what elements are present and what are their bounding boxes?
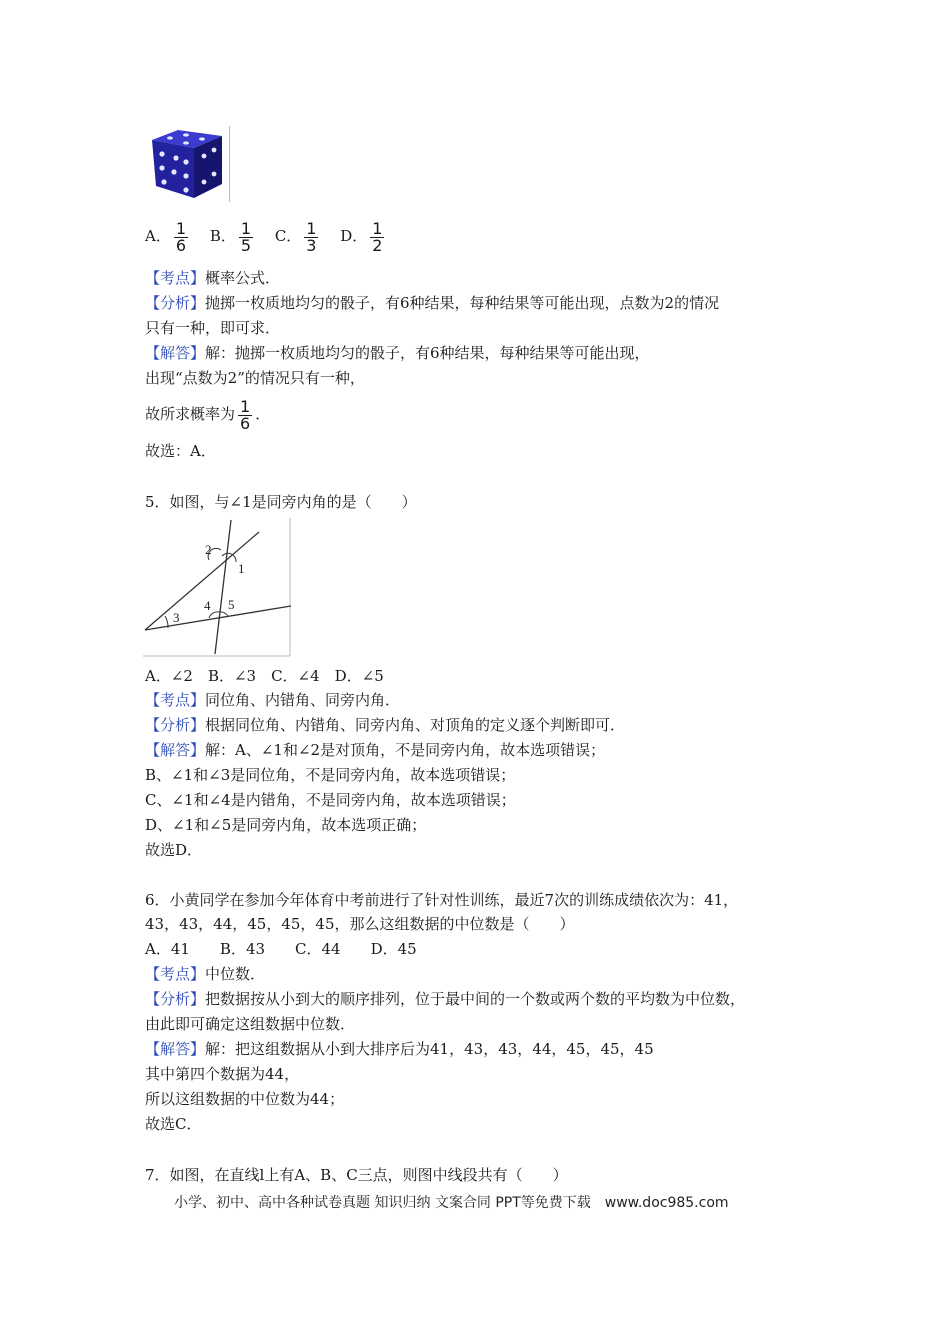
fenxi-text: 抛掷一枚质地均匀的骰子，有6种结果，每种结果等可能出现，点数为2的情况 [205,294,720,312]
angle-label-4: 4 [204,598,211,613]
page-footer: 小学、初中、高中各种试卷真题 知识归纳 文案合同 PPT等免费下载 www.doc985.com [174,1195,729,1211]
kaodian-tag: 【考点】 [145,269,206,287]
figure-border [229,126,230,202]
q5-jieda [145,740,605,760]
option-b-label: B． [209,227,236,245]
q6-answer: 故选C． [145,1115,202,1133]
q6-fenxi-line2: 由此即可确定这组数据中位数． [145,1015,356,1033]
q5-jieda-line2: B、∠1和∠3是同位角，不是同旁内角，故本选项错误； [145,766,516,784]
fenxi-tag: 【分析】 [145,294,206,312]
jieda-text: 解：把这组数据从小到大排序后为41，43，43，44，45，45，45 [205,1040,654,1058]
q4-fenxi-line2: 只有一种，即可求． [145,319,281,337]
q6-title-line2: 43，43，44，45，45，45，那么这组数据的中位数是（ ） [145,915,575,933]
kaodian-text: 中位数． [205,965,266,983]
kaodian-tag: 【考点】 [145,965,206,983]
angle-label-3: 3 [173,610,180,625]
kaodian-text: 概率公式． [205,269,281,287]
q6-jieda [145,1039,654,1059]
q4-jieda-line2: 出现“点数为2”的情况只有一种， [145,369,365,387]
angles-figure [143,518,293,658]
angle-label-2: 2 [205,542,212,557]
q4-kaodian [145,268,280,288]
q4-options [145,214,387,258]
option-a-label: A． [145,227,171,245]
option-d-label: D． [340,227,368,245]
q6-options: A．41 B．43 C．44 D．45 [145,940,417,958]
q4-jieda [145,343,650,363]
q5-answer: 故选D． [145,841,203,859]
probability-fraction: $\frac{1}{6}$ [240,396,251,433]
option-a-fraction: $\frac{1}{6}$ [175,218,187,255]
q5-options: A．∠2 B．∠3 C．∠4 D．∠5 [145,667,384,685]
q6-jieda-line3: 所以这组数据的中位数为44； [145,1090,345,1108]
q6-fenxi [145,989,745,1009]
jieda-text: 解：A、∠1和∠2是对顶角，不是同旁内角，故本选项错误； [205,741,606,759]
q5-fenxi [145,715,625,735]
option-d-fraction: $\frac{1}{2}$ [372,218,383,255]
q4-fenxi [145,293,719,313]
q6-title: 6．小黄同学在参加今年体育中考前进行了针对性训练，最近7次的训练成绩依次为：41， [145,891,739,909]
option-c-fraction: $\frac{1}{3}$ [306,218,317,255]
option-b-fraction: $\frac{1}{5}$ [240,218,252,255]
kaodian-tag: 【考点】 [145,691,206,709]
jieda-tag: 【解答】 [145,344,206,362]
jieda-tag: 【解答】 [145,1040,206,1058]
q6-kaodian [145,964,265,984]
option-c-label: C． [274,227,302,245]
kaodian-text: 同位角、内错角、同旁内角． [205,691,401,709]
fenxi-tag: 【分析】 [145,990,206,1008]
q4-jieda-line3: 故所求概率为 $\frac{1}{6}$ ． [145,396,271,433]
q7-title: 7．如图，在直线l上有A、B、C三点，则图中线段共有（ ） [145,1166,568,1184]
fenxi-tag: 【分析】 [145,716,206,734]
q5-title: 5．如图，与∠1是同旁内角的是（ ） [145,493,417,511]
q5-jieda-line4: D、∠1和∠5是同旁内角，故本选项正确； [145,816,427,834]
q6-jieda-line2: 其中第四个数据为44， [145,1065,300,1083]
q4-answer: 故选：A． [145,442,216,460]
q5-kaodian [145,690,400,710]
fenxi-text: 根据同位角、内错角、同旁内角、对顶角的定义逐个判断即可． [205,716,626,734]
jieda-text: 解：抛掷一枚质地均匀的骰子，有6种结果，每种结果等可能出现， [205,344,650,362]
angle-label-1: 1 [238,561,245,576]
jieda-tag: 【解答】 [145,741,206,759]
q5-jieda-line3: C、∠1和∠4是内错角，不是同旁内角，故本选项错误； [145,791,516,809]
angle-label-5: 5 [228,597,235,612]
fenxi-text: 把数据按从小到大的顺序排列，位于最中间的一个数或两个数的平均数为中位数， [205,990,746,1008]
dice-image [148,126,232,204]
